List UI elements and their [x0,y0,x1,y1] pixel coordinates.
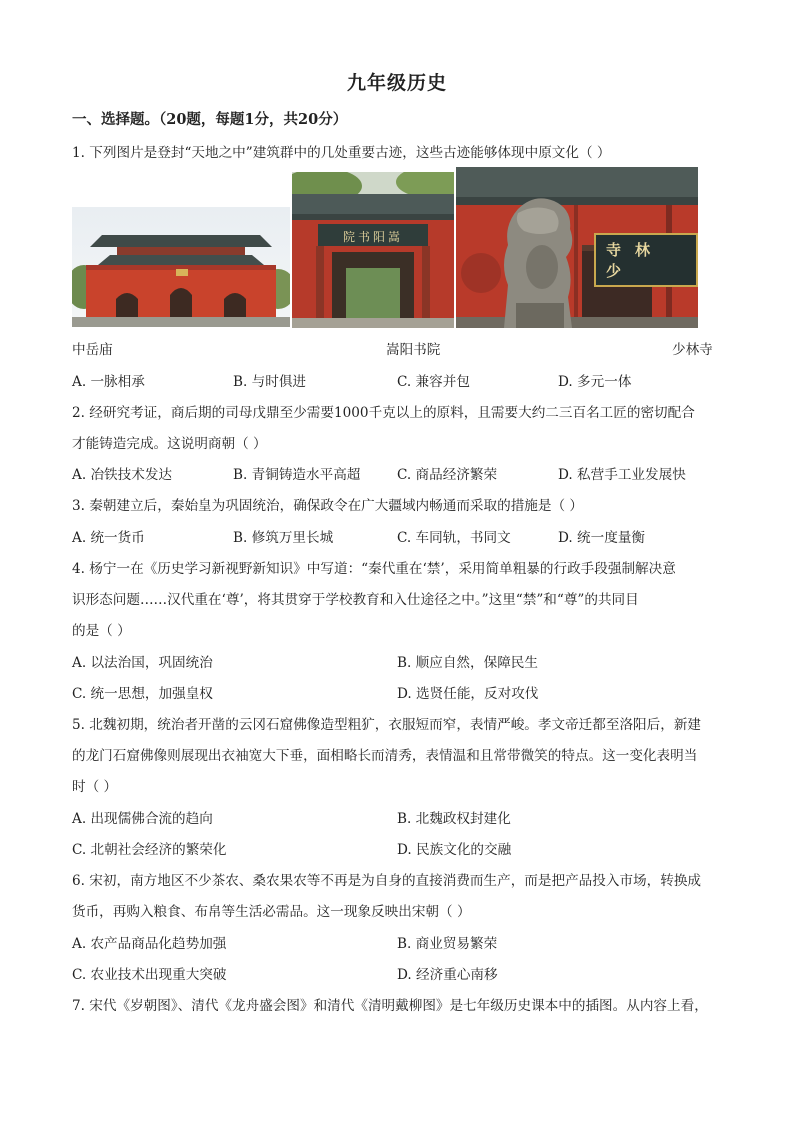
q6-line-1: 6. 宋初，南方地区不少茶农、桑农果农等不再是为自身的直接消费而生产，而是把产品投入市场，转换成 [72,873,702,889]
q1-option-a: A. 一脉相承 [72,374,145,390]
q2-option-b: B. 青铜铸造水平高超 [233,467,361,483]
q4-line-1: 4. 杨宁一在《历史学习新视野新知识》中写道：“秦代重在‘禁’，采用简单粗暴的行政手段强制解决意 [72,561,676,577]
q1-caption-3: 少林寺 [672,342,713,358]
section-heading: 一、选择题。（20题，每题1分，共20分） [72,111,348,128]
q6-option-a: A. 农产品商品化趋势加强 [72,936,227,952]
q6-option-c: C. 农业技术出现重大突破 [72,967,227,983]
q3-option-a: A. 统一货币 [72,530,145,546]
q2-option-a: A. 冶铁技术发达 [72,467,173,483]
q1-caption-2: 嵩阳书院 [386,342,441,358]
q3-option-d: D. 统一度量衡 [558,530,646,546]
q1-caption-1: 中岳庙 [72,342,113,358]
q6-line-2: 货币，再购入粮食、布帛等生活必需品。这一现象反映出宋朝（ ） [72,904,471,920]
q3-line-1: 3. 秦朝建立后，秦始皇为巩固统治，确保政令在广大疆域内畅通而采取的措施是（ ） [72,498,583,514]
q7-line-1: 7. 宋代《岁朝图》、清代《龙舟盛会图》和清代《清明戴柳图》是七年级历史课本中的插图。从内容上看， [72,998,708,1014]
songyang-plaque: 院书阳嵩 [342,230,403,244]
q4-option-a: A. 以法治国，巩固统治 [72,655,213,671]
q5-line-2: 的龙门石窟佛像则展现出衣袖宽大下垂，面相略长而清秀，表情温和且常带微笑的特点。这一变化表明当 [72,748,698,764]
q1-option-d: D. 多元一体 [558,374,632,390]
q6-option-d: D. 经济重心南移 [397,967,498,983]
q1-option-c: C. 兼容并包 [397,374,470,390]
q5-option-c: C. 北朝社会经济的繁荣化 [72,842,227,858]
q2-line-2: 才能铸造完成。这说明商朝（ ） [72,436,267,452]
q1-option-b: B. 与时俱进 [233,374,307,390]
q6-option-b: B. 商业贸易繁荣 [397,936,498,952]
q5-option-b: B. 北魏政权封建化 [397,811,511,827]
q5-line-1: 5. 北魏初期，统治者开凿的云冈石窟佛像造型粗犷，衣服短而窄，表情严峻。孝文帝迁都至洛阳后，新建 [72,717,702,733]
q4-line-2: 识形态问题……汉代重在‘尊’，将其贯穿于学校教育和入仕途径之中。”这里“禁”和“尊”的共同目 [72,592,639,608]
q2-option-d: D. 私营手工业发展快 [558,467,686,483]
q3-option-c: C. 车同轨，书同文 [397,530,511,546]
q2-option-c: C. 商品经济繁荣 [397,467,498,483]
q4-option-d: D. 选贤任能，反对攻伐 [397,686,539,702]
q4-option-b: B. 顺应自然，保障民生 [397,655,538,671]
q3-option-b: B. 修筑万里长城 [233,530,334,546]
q5-option-d: D. 民族文化的交融 [397,842,512,858]
q4-option-c: C. 统一思想，加强皇权 [72,686,213,702]
shaolin-plaque: 寺林少 [594,233,698,287]
q1-stem: 1. 下列图片是登封“天地之中”建筑群中的几处重要古迹，这些古迹能够体现中原文化（ ） [72,145,611,161]
q4-line-3: 的是（ ） [72,623,131,639]
q2-line-1: 2. 经研究考证，商后期的司母戊鼎至少需要1000千克以上的原料，且需要大约二三百名工匠的密切配合 [72,405,695,421]
q5-option-a: A. 出现儒佛合流的趋向 [72,811,213,827]
songyang-academy-photo [292,172,454,328]
page-title: 九年级历史 [346,72,447,94]
zhongyue-temple-photo [72,207,290,327]
q5-line-3: 时（ ） [72,779,118,795]
shaolin-temple-photo [456,167,698,328]
